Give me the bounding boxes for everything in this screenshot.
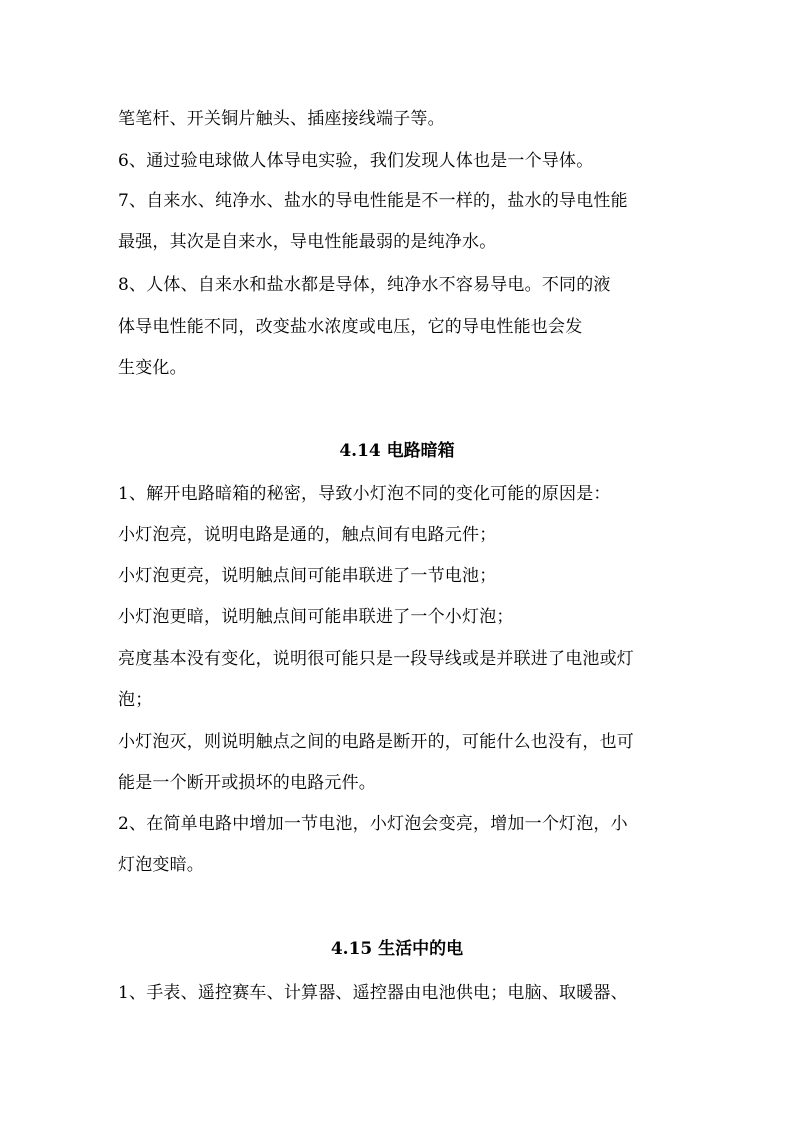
- paragraph-line: 小灯泡更亮，说明触点间可能串联进了一节电池；: [118, 566, 497, 586]
- paragraph-line: 小灯泡灭，则说明触点之间的电路是断开的，可能什么也没有，也可: [118, 732, 634, 752]
- paragraph-line: 小灯泡亮，说明电路是通的，触点间有电路元件；: [118, 525, 497, 545]
- paragraph-line: 体导电性能不同，改变盐水浓度或电压，它的导电性能也会发: [118, 317, 583, 337]
- section-heading-4-14: 4.14 电路暗箱: [339, 441, 455, 461]
- paragraph-line: 最强，其次是自来水，导电性能最弱的是纯净水。: [118, 232, 497, 252]
- paragraph-line: 笔笔杆、开关铜片触头、插座接线端子等。: [118, 109, 445, 129]
- paragraph-line: 8、人体、自来水和盐水都是导体，纯净水不容易导电。不同的液: [118, 275, 611, 295]
- paragraph-line: 7、自来水、纯净水、盐水的导电性能是不一样的，盐水的导电性能: [118, 191, 628, 211]
- section-heading-4-15: 4.15 生活中的电: [330, 939, 464, 959]
- paragraph-line: 小灯泡更暗，说明触点间可能串联进了一个小灯泡；: [118, 607, 514, 627]
- paragraph-line: 灯泡变暗。: [118, 855, 204, 875]
- paragraph-line: 2、在简单电路中增加一节电池，小灯泡会变亮，增加一个灯泡，小: [118, 814, 628, 834]
- paragraph-line: 1、手表、遥控赛车、计算器、遥控器由电池供电；电脑、取暖器、: [118, 983, 628, 1003]
- paragraph-line: 生变化。: [118, 358, 187, 378]
- paragraph-line: 1、解开电路暗箱的秘密，导致小灯泡不同的变化可能的原因是：: [118, 484, 611, 504]
- paragraph-line: 泡；: [118, 690, 153, 710]
- paragraph-line: 能是一个断开或损坏的电路元件。: [118, 773, 376, 793]
- paragraph-line: 亮度基本没有变化，说明很可能只是一段导线或是并联进了电池或灯: [118, 649, 634, 669]
- paragraph-line: 6、通过验电球做人体导电实验，我们发现人体也是一个导体。: [118, 151, 594, 171]
